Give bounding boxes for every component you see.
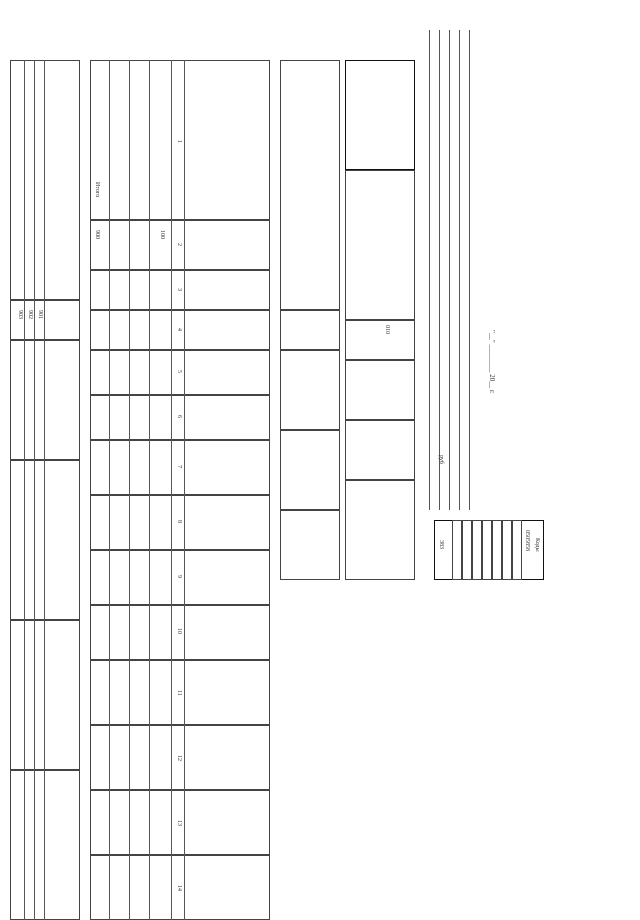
code-cell	[492, 520, 502, 580]
code-cell	[452, 520, 462, 580]
section2-col	[10, 770, 80, 920]
section1-table-col	[345, 360, 415, 420]
col-number: 14	[176, 885, 182, 891]
col-number: 8	[176, 520, 182, 523]
okud-code: 0505858	[524, 530, 530, 551]
ed-izm-code: 383	[438, 540, 444, 549]
col-number: 10	[176, 628, 182, 634]
row-code: 010	[384, 325, 390, 334]
date-line: "__" ________ 20__ г.	[488, 330, 496, 394]
col-number-row-line	[184, 60, 185, 920]
col-number: 6	[176, 415, 182, 418]
col-number: 5	[176, 370, 182, 373]
col-number: 13	[176, 820, 182, 826]
section11-table-col	[280, 510, 340, 580]
code-cell	[482, 520, 492, 580]
unit-value: руб	[438, 455, 444, 464]
code-cell	[502, 520, 512, 580]
col-number: 3	[176, 288, 182, 291]
row-code: 900	[94, 230, 100, 239]
total-label: Итого	[94, 182, 100, 198]
col-number: 11	[176, 690, 182, 696]
code-cell	[472, 520, 482, 580]
row-code: 902	[27, 310, 33, 319]
code-cell	[462, 520, 472, 580]
section2-col	[10, 620, 80, 770]
req-line	[429, 30, 430, 510]
section11-table-col	[280, 350, 340, 430]
data-row-line	[109, 60, 110, 920]
code-cell	[512, 520, 522, 580]
row-code: 100	[159, 230, 165, 239]
req-line	[439, 30, 440, 510]
section2-col	[10, 460, 80, 620]
section1-table-mid	[345, 170, 415, 320]
data-row-line	[149, 60, 150, 920]
req-line	[469, 30, 470, 510]
codes-heading: Коды	[534, 538, 540, 552]
col-number: 4	[176, 328, 182, 331]
col-number: 1	[176, 140, 182, 143]
section2-name-col	[10, 60, 80, 300]
section2-row-line	[34, 60, 35, 920]
col-number: 2	[176, 243, 182, 246]
section1-table-left	[345, 60, 415, 170]
section11-table-code	[280, 310, 340, 350]
col-number: 7	[176, 465, 182, 468]
section11-table-col	[280, 430, 340, 510]
section2-row-line	[24, 60, 25, 920]
row-code: 903	[17, 310, 23, 319]
section11-table-name	[280, 60, 340, 310]
section1-table-col	[345, 420, 415, 480]
row-code: 901	[37, 310, 43, 319]
section2-col	[10, 340, 80, 460]
section1-table-col	[345, 480, 415, 580]
section2-code-col	[10, 300, 80, 340]
req-line	[459, 30, 460, 510]
col-number: 12	[176, 755, 182, 761]
section2-row-line	[44, 60, 45, 920]
section1-table-code	[345, 320, 415, 360]
data-row-line	[129, 60, 130, 920]
col-number-row-line	[171, 60, 172, 920]
col-number: 9	[176, 575, 182, 578]
req-line	[449, 30, 450, 510]
